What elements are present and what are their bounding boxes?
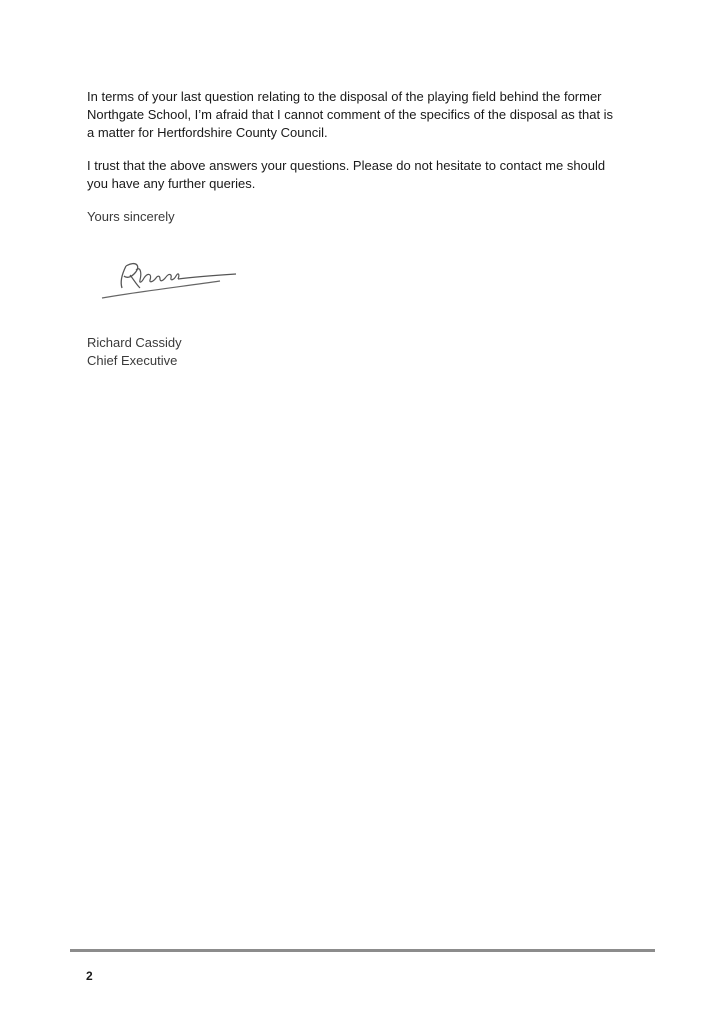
paragraph-line: a matter for Hertfordshire County Council. bbox=[87, 125, 328, 140]
signature-image bbox=[96, 248, 256, 312]
signer-name: Richard Cassidy bbox=[87, 335, 182, 350]
footer-divider bbox=[70, 949, 655, 952]
signer-block bbox=[87, 334, 182, 370]
paragraph-line: In terms of your last question relating to the disposal of the playing field behind the former bbox=[87, 89, 602, 104]
paragraph-playing-field bbox=[87, 88, 647, 142]
page-number: 2 bbox=[86, 969, 93, 983]
letter-body bbox=[87, 88, 647, 226]
paragraph-line: I trust that the above answers your questions. Please do not hesitate to contact me should bbox=[87, 158, 606, 173]
paragraph-line: Northgate School, I’m afraid that I cannot comment of the specifics of the disposal as that is bbox=[87, 107, 614, 122]
paragraph-line: you have any further queries. bbox=[87, 176, 256, 191]
signer-title: Chief Executive bbox=[87, 353, 178, 368]
paragraph-closing-remarks bbox=[87, 157, 647, 193]
closing-salutation: Yours sincerely bbox=[87, 209, 175, 224]
